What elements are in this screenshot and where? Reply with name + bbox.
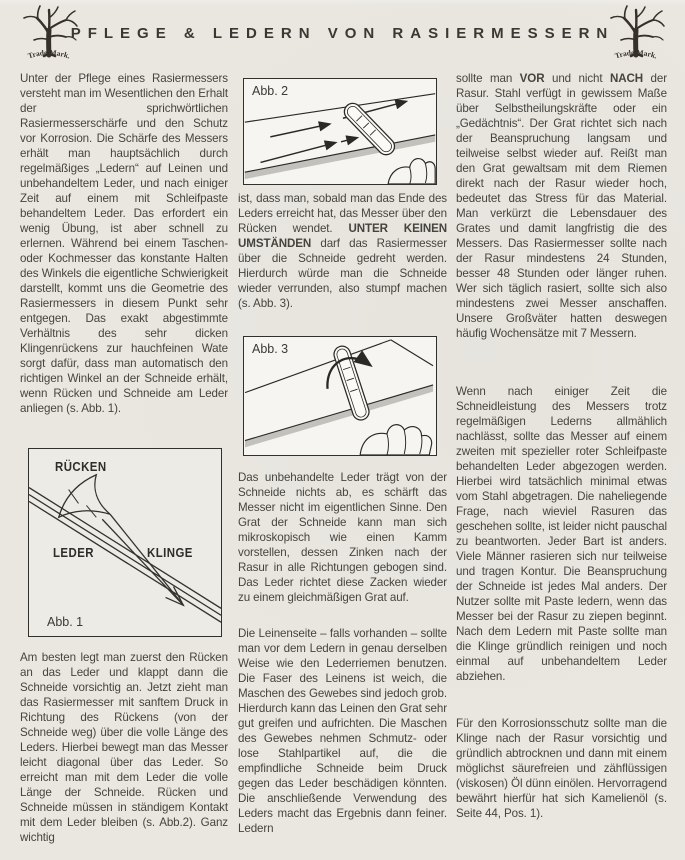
page-title: PFLEGE & LEDERN VON RASIERMESSERN [70, 25, 615, 42]
svg-text:Trade Mark. [614, 48, 659, 61]
diagram-label-ruecken: RÜCKEN [55, 459, 107, 474]
diagram-label-leder: LEDER [53, 545, 94, 560]
column2-paragraph2: Das unbehandelte Leder trägt von der Schneide nichts ab, es schärft das Messer nicht im eigentlichen Sinne. Den Grat der Schneide kann man sich mikroskopisch wie einen Kamm vorstellen, dessen Zinken nach der Rasur in alle Richtungen gebogen sind. Das Leder richtet diese Zacken wieder zu einem gleichmäßigen Grat auf. [238, 471, 447, 604]
figure-caption: Abb. 3 [252, 342, 289, 356]
figure-abb3 [243, 336, 437, 456]
figure-caption: Abb. 1 [47, 615, 84, 629]
column3-paragraph1: sollte man VOR und nicht NACH der Rasur. Stahl verfügt in gewissem Maße über Selbstheilungskräfte oder ein „Gedächtnis“. Der Grat richtet sich nach der Beanspruchung langsam und teilweise selbst wieder auf. Reißt man den Grat gewaltsam mit dem Riemen direkt nach der Rasur wieder hoch, bedeutet das Stress für das Material. Man verkürzt die Lebensdauer des Grates und damit langfristig die des Messers. Das Rasiermesser sollte nach der Rasur mindestens 24 Stunden, besser 48 Stunden oder länger ruhen. Wer sich täglich rasiert, sollte sich also mindestens zwei Messer anschaffen. Unsere Großväter hatten deswegen häufig Wochensätze mit 7 Messern. [456, 72, 667, 340]
diagram-label-klinge: KLINGE [147, 545, 193, 560]
strop-angle-diagram [29, 449, 221, 636]
tree-logo-icon [599, 3, 673, 63]
column1-paragraph1: Unter der Pflege eines Rasiermessers versteht man im Wesentlichen den Erhalt der sprichwörtlichen Rasiermesserschärfe und den Schutz vor Korrosion. Die Schärfe des Messers erhält man hauptsächlich durch regelmäßiges „Ledern“ auf Leinen und unbehandeltem Leder, und nach einiger Zeit auf einem mit Schleifpaste behandeltem Leder. Das erfordert ein wenig Übung, ist aber schnell zu erlernen. Während bei einem Taschen- oder Kochmesser das konstante Halten des Winkels die eigentliche Schwierigkeit darstellt, kommt uns die Geometrie des Rasiermessers in diesem Punkt sehr entgegen. Das exakt abgestimmte Verhältnis des sehr dicken Klingenrückens zur hauchfeinen Wate sorgt dafür, dass man automatisch den richtigen Winkel an der Schneide erhält, wenn Rücken und Schneide am Leder anliegen (s. Abb. 1). [20, 72, 228, 415]
column3-paragraph2: Wenn nach einiger Zeit die Schneidleistung des Messers trotz regelmäßigen Lederns allmählich nachlässt, sollte das Messer auf einem zweiten mit spezieller roter Schleifpaste behandelten Leder abgezogen werden. Hierbei wird tatsächlich minimal etwas vom Stahl abgetragen. Die naheliegende Frage, nach wieviel Rasuren das geschehen sollte, ist leider nicht pauschal zu beantworten. Jeder Bart ist anders. Viele Männer rasieren sich nur teilweise und tragen Kontur. Die Beanspruchung der Schneide ist jedes Mal anders. Der Nutzer sollte mit Paste ledern, wenn das Messer bei der Rasur zu ziepen beginnt. Nach dem Ledern mit Paste sollte man die Klinge gründlich reinigen und noch einmal auf unbehandeltem Leder abziehen. [456, 385, 667, 683]
svg-text:Trade Mark. [27, 48, 72, 61]
figure-abb2 [243, 78, 437, 185]
trademark-label: Trade Mark. [26, 47, 72, 61]
figure-caption: Abb. 2 [252, 84, 289, 98]
figure-abb1 [28, 448, 222, 637]
column1-paragraph2: Am besten legt man zuerst den Rücken an das Leder und klappt dann die Schneide vorsichtig an. Jetzt zieht man das Rasiermesser mit sanftem Druck in Richtung des Rückens (von der Schneide weg) über die volle Länge des Leders. Hierbei bewegt man das Messer leicht diagonal über das Leder. So erreicht man mit dem Leder die volle Länge der Schneide. Rücken und Schneide müssen in ständigem Kontakt mit dem Leder bleiben (s. Abb.2). Ganz wichtig [20, 651, 228, 844]
column3-paragraph3: Für den Korrosionsschutz sollte man die Klinge nach der Rasur vorsichtig und gründlich abtrocknen und dann mit einem möglichst säurefreien und zähflüssigen (viskosen) Öl dünn einölen. Hervorragend bewährt hierfür hat sich Kamelienöl (s. Seite 44, Pos. 1). [456, 717, 667, 820]
column2-paragraph1: ist, dass man, sobald man das Ende des Leders erreicht hat, das Messer über den Rücken wendet. UNTER KEINEN UMSTÄNDEN darf das Rasiermesser über die Schneide gedreht werden. Hierdurch würde man die Schneide wieder verrunden, also stumpf machen (s. Abb. 3). [238, 192, 448, 310]
column2-paragraph3: Die Leinenseite – falls vorhanden – sollte man vor dem Ledern in genau derselben Weise wie den Lederriemen benutzen. Die Faser des Leinens ist weich, die Maschen des Gewebes sind jedoch grob. Hierdurch kann das Leinen den Grat sehr gut greifen und aufrichten. Die Maschen des Gewebes nehmen Schmutz- oder lose Stahlpartikel auf, die die empfindliche Schneide beim Druck gegen das Leder beschädigen könnten. Die anschließende Verwendung des Leders macht das Ergebnis dann feiner. Ledern [238, 627, 447, 835]
trademark-label: Trade Mark. [613, 47, 659, 61]
